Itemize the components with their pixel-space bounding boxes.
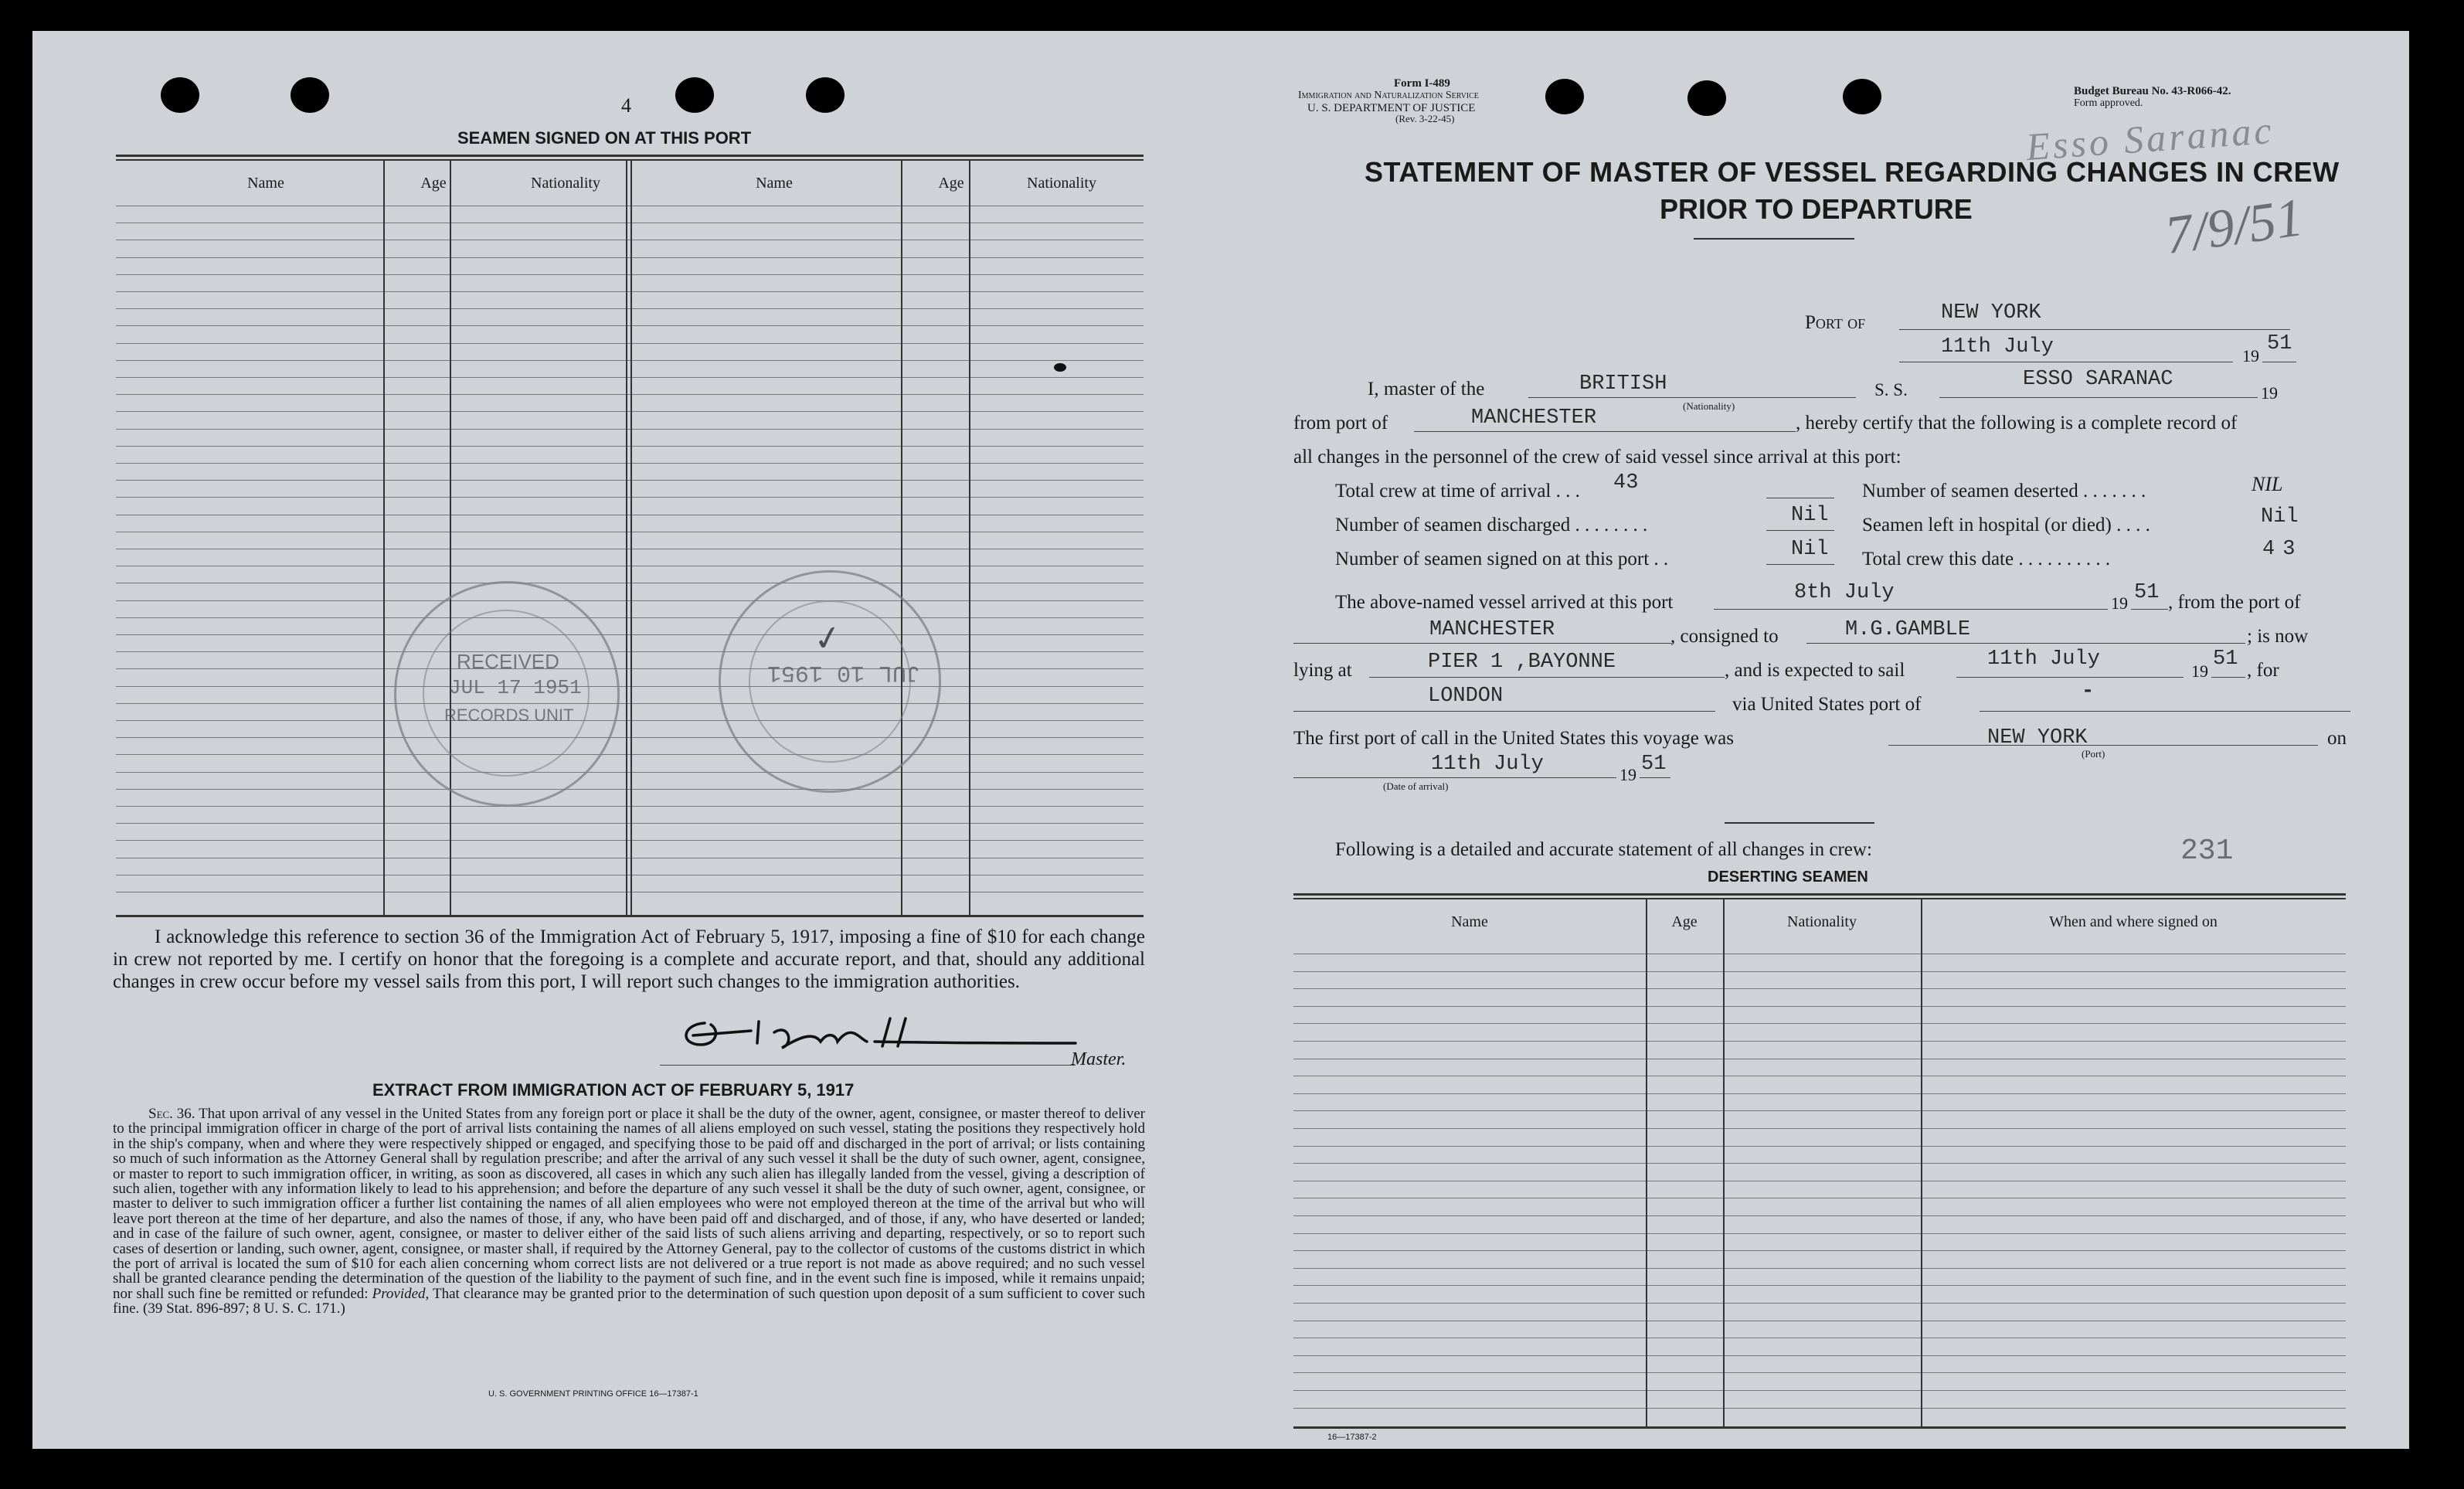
fill-line [1888, 745, 2318, 746]
column-divider [1921, 898, 1922, 1426]
fill-line [2211, 677, 2245, 678]
deserted-value: NIL [2252, 473, 2283, 495]
table-row-rule [116, 394, 1144, 395]
arrived-year: 51 [2134, 581, 2160, 604]
table-row-rule [1293, 1250, 2346, 1251]
table-row-rule [116, 754, 1144, 755]
extract-text: Sec. 36. That upon arrival of any vessel in the United States from any foreign port or place it shall be the duty of the owner, agent, consignee, or master thereof to deliver to the principal immigration officer in charge of the port of arrival lists containing the names of all aliens employed on such vessel, stating the positions they respectively hold in the ship's company, when and where they were respectively shipped or engaged, and specifying those to be paid off and discharged in the port of arrival; or lists containing so much of such information as the Attorney General shall by regulation prescribe; and after the arrival of any such vessel it shall be the duty of such owner, agent, consignee, or master to report to such immigration officer, in writing, as soon as discovered, all cases in which any such alien has illegally landed from the vessel, giving a description of such alien, together with any information likely to lead to his apprehension; and before the departure of any such vessel it shall be the duty of such owner, agent, consignee, or master to deliver to such immigration officer a further list containing the names of all alien employees who were not employed thereon at the time of the arrival but who will leave port thereon at the time of her departure, and also the names of those, if any, who have been paid off and discharged, and of those, if any, who have deserted or landed; and in case of the failure of such owner, agent, consignee, or master to deliver either of the said lists of such aliens arriving and departing, respectively, or so to report such cases of desertion or landing, such owner, agent, consignee, or master shall, if required by the Attorney General, pay to the collector of customs of the customs district in which the port of arrival is located the sum of $10 for each alien concerning whom correct lists are not delivered or a true report is not made as above required; and no such vessel shall be granted clearance pending the determination of the question of the liability to the payment of such fine, and in the event such fine is imposed, while it remains unpaid; nor shall such fine be remitted or refunded: Provided, That clearance may be granted prior to the determination of such question upon deposit of a sum sufficient to cover such fine. (39 Stat. 896-897; 8 U. S. C. 171.) [113, 1106, 1146, 1317]
port-caption: (Port) [2082, 748, 2105, 760]
punch-hole [291, 77, 329, 113]
ss-label: S. S. [1874, 380, 1908, 399]
department-line: U. S. DEPARTMENT OF JUSTICE [1307, 102, 1476, 114]
discharged-label: Number of seamen discharged . . . . . . . . [1335, 515, 1648, 535]
table-row-rule [116, 257, 1144, 258]
table-row-rule [116, 480, 1144, 481]
column-header: Age [420, 175, 447, 192]
from-port-value: MANCHESTER [1471, 406, 1597, 430]
table-row-rule [116, 600, 1144, 601]
table-row-rule [1293, 1215, 2346, 1216]
column-divider [901, 159, 902, 915]
date-caption: (Date of arrival) [1383, 780, 1449, 792]
fill-line [1956, 677, 2184, 678]
ink-mark [1054, 363, 1066, 372]
column-header: Nationality [1787, 913, 1857, 930]
table-row-rule [1293, 1408, 2346, 1409]
via-value: - [2082, 680, 2095, 703]
table-row-rule [1293, 1128, 2346, 1129]
via-label: via United States port of [1732, 694, 1922, 715]
table-row-rule [1293, 1041, 2346, 1042]
port-value: NEW YORK [1941, 301, 2041, 325]
master-label: Master. [1071, 1049, 1127, 1069]
table-row-rule [1293, 971, 2346, 972]
table-row-rule [1293, 1110, 2346, 1111]
table-row-rule [1293, 1285, 2346, 1286]
punch-hole [1687, 80, 1726, 116]
column-divider [1646, 898, 1647, 1426]
handwritten-date: 7/9/51 [2161, 187, 2307, 267]
table-top-rule [116, 155, 1144, 157]
punch-hole [161, 77, 199, 113]
table-row-rule [1293, 1233, 2346, 1234]
table-bottom-rule [1293, 1426, 2346, 1429]
page-number: 4 [621, 94, 631, 117]
year-prefix: 19 [2242, 346, 2259, 365]
budget-bureau: Budget Bureau No. 43-R066-42. [2074, 85, 2231, 97]
table-row-rule [1293, 1268, 2346, 1269]
table-row-rule [116, 737, 1144, 738]
from-port-label: from port of [1293, 413, 1388, 433]
sail-value: 11th July [1987, 648, 2100, 671]
table-row-rule [116, 343, 1144, 344]
lying-value: PIER 1 ,BAYONNE [1428, 651, 1616, 674]
table-row-rule [1293, 988, 2346, 989]
punch-hole [1843, 79, 1881, 114]
fill-line [1980, 711, 2350, 712]
arrival-date-value: 11th July [1431, 753, 1544, 776]
table-row-rule [116, 291, 1144, 292]
table-row-rule [116, 411, 1144, 412]
table-row-rule [116, 686, 1144, 687]
extract-heading: EXTRACT FROM IMMIGRATION ACT OF FEBRUARY 5, 1917 [372, 1080, 855, 1100]
column-divider [383, 159, 385, 915]
from-the-port-label: , from the port of [2168, 592, 2301, 613]
table-top-rule [1293, 893, 2346, 896]
column-divider [969, 159, 970, 915]
table-row-rule [1293, 1372, 2346, 1373]
arrived-label: The above-named vessel arrived at this port [1335, 592, 1674, 613]
table-row-rule [1293, 1355, 2346, 1356]
arrival-year: 51 [1641, 753, 1667, 776]
fill-line [1766, 530, 1834, 531]
year-prefix: 19 [1619, 765, 1636, 784]
master-signature [658, 1008, 1083, 1062]
column-divider [630, 159, 632, 915]
fill-line [1369, 677, 1725, 678]
consignee-value: M.G.GAMBLE [1845, 618, 1971, 641]
first-port-value: NEW YORK [1987, 726, 2088, 750]
column-header: Nationality [531, 175, 600, 192]
hospital-label: Seamen left in hospital (or died) . . . . [1862, 515, 2150, 535]
agency-line: Immigration and Naturalization Service [1298, 90, 1479, 101]
table-row-rule [116, 274, 1144, 275]
total-arrival-label: Total crew at time of arrival . . . [1335, 481, 1580, 501]
column-header: Age [938, 175, 964, 192]
column-header: Age [1671, 913, 1698, 930]
table-row-rule [116, 668, 1144, 669]
form-number: Form I-489 [1394, 77, 1450, 90]
fill-line [1899, 329, 2290, 330]
table-row-rule [1293, 1163, 2346, 1164]
column-header: Nationality [1027, 175, 1096, 192]
column-divider [450, 159, 451, 915]
consigned-label: , consigned to [1670, 626, 1779, 647]
table-row-rule [116, 651, 1144, 652]
master-of-label: I, master of the [1368, 379, 1485, 399]
form-title: STATEMENT OF MASTER OF VESSEL REGARDING CHANGES IN CREW [1365, 156, 2340, 188]
column-header: Name [1451, 913, 1488, 930]
stamp-number: 231 [2180, 835, 2234, 868]
fill-line [1528, 397, 1856, 398]
deserted-label: Number of seamen deserted . . . . . . . [1862, 481, 2146, 501]
column-header: When and where signed on [2049, 913, 2218, 930]
date-value: 11th July [1941, 335, 2054, 359]
arrived-value: 8th July [1794, 581, 1895, 604]
total-arrival-value: 43 [1613, 471, 1639, 495]
year-value: 51 [2267, 332, 2292, 355]
table-row-rule [116, 497, 1144, 498]
table-row-rule [116, 446, 1144, 447]
sail-label: , and is expected to sail [1725, 660, 1905, 681]
table-row-rule [1293, 1093, 2346, 1094]
fill-line [1293, 711, 1715, 712]
table-row-rule [1293, 1023, 2346, 1024]
arrived-from-value: MANCHESTER [1429, 618, 1555, 641]
column-divider [626, 159, 627, 915]
lying-label: lying at [1293, 660, 1352, 681]
table-top-rule [1293, 898, 2346, 899]
table-bottom-rule [116, 915, 1144, 917]
ship-name: ESSO SARANAC [2023, 368, 2173, 391]
fill-line [2131, 609, 2168, 610]
table-row-rule [116, 360, 1144, 361]
certify-text: , hereby certify that the following is a complete record of [1796, 413, 2238, 433]
first-port-label: The first port of call in the United States this voyage was [1293, 728, 1735, 749]
title-rule [1694, 238, 1854, 240]
column-divider [1723, 898, 1725, 1426]
table-row-rule [116, 806, 1144, 807]
form-subtitle: PRIOR TO DEPARTURE [1660, 193, 1973, 225]
year-prefix: 19 [2191, 661, 2208, 681]
column-header: Name [247, 175, 284, 192]
table-row-rule [116, 772, 1144, 773]
table-row-rule [116, 823, 1144, 824]
table-row-rule [116, 789, 1144, 790]
table-row-rule [1293, 1390, 2346, 1391]
table-row-rule [1293, 1006, 2346, 1007]
destination-value: LONDON [1428, 685, 1504, 708]
table-row-rule [116, 634, 1144, 635]
punch-hole [675, 77, 714, 113]
nationality-caption: (Nationality) [1683, 400, 1735, 412]
fill-line [1806, 643, 2245, 644]
table-row-rule [116, 617, 1144, 618]
document-sheet [32, 31, 2409, 1449]
received-stamp: RECEIVED JUL 17 1951 RECORDS UNIT [394, 581, 620, 807]
fill-line [1414, 431, 1796, 432]
signature-line [660, 1065, 1076, 1066]
table-row-rule [1293, 1146, 2346, 1147]
left-footer: U. S. GOVERNMENT PRINTING OFFICE 16—17387-1 [488, 1389, 698, 1399]
total-date-label: Total crew this date . . . . . . . . . . [1862, 549, 2111, 569]
fill-line [1293, 643, 1672, 644]
table-row-rule [116, 377, 1144, 378]
table-row-rule [116, 325, 1144, 326]
signed-on-value: Nil [1791, 538, 1829, 561]
changes-text: all changes in the personnel of the crew of said vessel since arrival at this port: [1293, 447, 1902, 467]
year-prefix: 19 [2111, 593, 2128, 613]
fill-line [1293, 777, 1616, 778]
revision-date: (Rev. 3-22-45) [1395, 113, 1455, 124]
hospital-value: Nil [2261, 505, 2299, 529]
sail-year: 51 [2213, 648, 2238, 671]
table-top-rule [116, 159, 1144, 161]
table-row-rule [116, 703, 1144, 704]
fill-line [1939, 397, 2258, 398]
fill-line [1640, 777, 1670, 778]
fill-line [1766, 564, 1834, 565]
on-label: on [2327, 728, 2347, 749]
form-approved: Form approved. [2074, 97, 2143, 109]
acknowledgment-paragraph: I acknowledge this reference to section 36 of the Immigration Act of February 5, 1917, imposing a fine of $10 for each change in crew not reported by me. I certify on honor that the foregoing is a complete and accurate report, and that, should any additional changes in crew occur before my vessel sails from this port, I will report such changes to the immigration authorities. [113, 926, 1145, 992]
right-footer: 16—17387-2 [1327, 1433, 1377, 1442]
signed-on-label: Number of seamen signed on at this port . . [1335, 549, 1669, 569]
section-rule [1725, 822, 1874, 824]
table-row-rule [1293, 1303, 2346, 1304]
discharged-value: Nil [1791, 504, 1829, 527]
total-date-value: 43 [2262, 538, 2303, 561]
punch-hole [1545, 79, 1584, 114]
deserting-heading: DESERTING SEAMEN [1708, 869, 1868, 886]
year-prefix: 19 [2261, 383, 2278, 403]
nationality-value: BRITISH [1579, 372, 1667, 396]
table-row-rule [116, 463, 1144, 464]
fill-line [1714, 609, 2108, 610]
punch-hole [806, 77, 845, 113]
table-row-rule [116, 840, 1144, 841]
table-row-rule [116, 429, 1144, 430]
left-heading: SEAMEN SIGNED ON AT THIS PORT [457, 128, 752, 148]
for-label: , for [2247, 660, 2279, 681]
table-row-rule [116, 308, 1144, 309]
column-header: Name [756, 175, 793, 192]
is-now-label: ; is now [2247, 626, 2309, 647]
table-row-rule [116, 720, 1144, 721]
handwritten-note: Esso Saranac [2024, 107, 2276, 169]
departure-stamp: JUL 10 1951 ✓ [719, 570, 941, 793]
following-text: Following is a detailed and accurate statement of all changes in crew: [1335, 839, 1872, 860]
port-label: Port of [1805, 312, 1866, 333]
